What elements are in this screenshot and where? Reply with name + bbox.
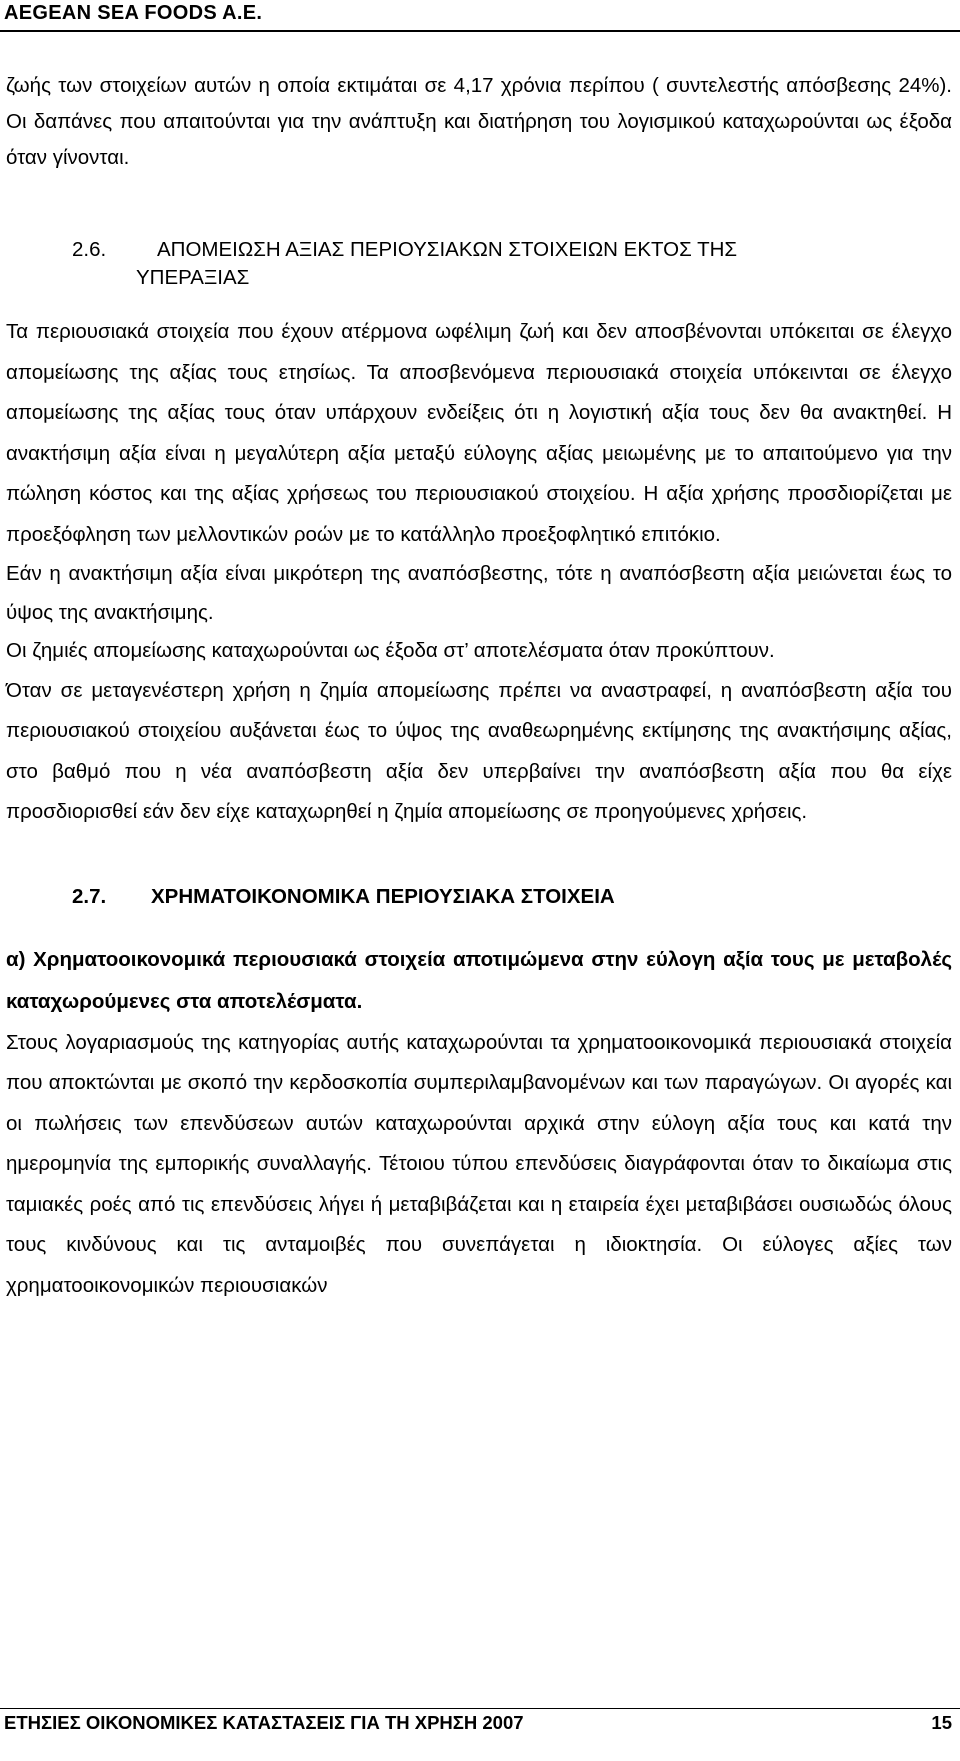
section-2-6-paragraph-1: Τα περιουσιακά στοιχεία που έχουν ατέρμονα ωφέλιμη ζωή και δεν αποσβένονται υπόκειται σε έλεγχο απομείωσης της αξίας τους ετησίως. Τα αποσβενόμενα περιουσιακά στοιχεία υπόκεινται σε έλεγχο απομείωσης της αξίας τους όταν υπάρχουν ενδείξεις ότι η λογιστική αξία τους δεν θα ανακτηθεί. Η ανακτήσιμη αξία είναι η μεγαλύτερη αξία μεταξύ εύλογης αξίας μειωμένης με το απαιτούμενο για την πώληση κόστος και της αξίας χρήσεως του περιουσιακού στοιχείου. Η αξία χρήσης προσδιορίζεται με προεξόφληση των μελλοντικών ροών με το κατάλληλο προεξοφλητικό επιτόκιο.	[6, 320, 952, 546]
intro-paragraph: ζωής των στοιχείων αυτών η οποία εκτιμάται σε 4,17 χρόνια περίπου ( συντελεστής απόσβεσης 24%). Οι δαπάνες που απαιτούνται για την ανάπτυξη και διατήρηση του λογισμικού καταχωρούνται ως έξοδα όταν γίνονται.	[6, 74, 952, 169]
section-2-6-title	[136, 236, 737, 292]
section-2-6-title-line1: ΑΠΟΜΕΙΩΣΗ ΑΞΙΑΣ ΠΕΡΙΟΥΣΙΑΚΩΝ ΣΤΟΙΧΕΙΩΝ ΕΚΤΟΣ ΤΗΣ	[157, 238, 738, 261]
section-2-7-number: 2.7.	[72, 884, 107, 908]
footer-title: ΕΤΗΣΙΕΣ ΟΙΚΟΝΟΜΙΚΕΣ ΚΑΤΑΣΤΑΣΕΙΣ ΓΙΑ ΤΗ ΧΡΗΣΗ 2007	[4, 1712, 524, 1733]
section-2-7-subheading: α) Χρηματοοικονομικά περιουσιακά στοιχεία αποτιμώμενα στην εύλογη αξία τους με μεταβολές καταχωρούμενες στα αποτελέσματα.	[6, 947, 952, 1013]
section-2-6-title-line2: ΥΠΕΡΑΞΙΑΣ	[136, 266, 250, 289]
footer-rule	[0, 1708, 960, 1709]
section-2-6-paragraph-2: Εάν η ανακτήσιμη αξία είναι μικρότερη της αναπόσβεστης, τότε η αναπόσβεστη αξία μειώνεται έως το ύψος της ανακτήσιμης.	[6, 562, 952, 624]
document-header-company: AEGEAN SEA FOODS A.E.	[4, 2, 263, 24]
section-2-6-paragraph-3: Οι ζημιές απομείωσης καταχωρούνται ως έξοδα στ’ αποτελέσματα όταν προκύπτουν.	[6, 639, 775, 662]
page-number: 15	[931, 1712, 952, 1733]
header-rule	[0, 30, 960, 32]
section-2-7-heading	[6, 883, 952, 911]
section-2-6-paragraph-4: Όταν σε μεταγενέστερη χρήση η ζημία απομείωσης πρέπει να αναστραφεί, η αναπόσβεστη αξία του περιουσιακού στοιχείου αυξάνεται έως το ύψος της αναθεωρημένης εκτίμησης της ανακτήσιμης αξίας, στο βαθμό που η νέα αναπόσβεστη αξία δεν υπερβαίνει την αναπόσβεστη αξία που θα είχε προσδιορισθεί εάν δεν είχε καταχωρηθεί η ζημία απομείωσης σε προηγούμενες χρήσεις.	[6, 678, 952, 823]
section-2-7-title: ΧΡΗΜΑΤΟΙΚΟΝΟΜΙΚΑ ΠΕΡΙΟΥΣΙΑΚΑ ΣΤΟΙΧΕΙΑ	[151, 884, 615, 908]
section-2-6-heading	[6, 236, 952, 292]
page-body	[6, 68, 952, 1306]
section-2-7-paragraph-1: Στους λογαριασμούς της κατηγορίας αυτής καταχωρούνται τα χρηματοοικονομικά περιουσιακά στοιχεία που αποκτώνται με σκοπό την κερδοσκοπία συμπεριλαμβανομένων και των παραγώγων. Οι αγορές και οι πωλήσεις των επενδύσεων αυτών καταχωρούνται αρχικά στην εύλογη αξία τους και κατά την ημερομηνία της εμπορικής συναλλαγής. Τέτοιου τύπου επενδύσεις διαγράφονται όταν το δικαίωμα στις ταμιακές ροές από τις επενδύσεις λήγει ή μεταβιβάζεται και η εταιρεία έχει μεταβιβάσει ουσιωδώς όλους τους κινδύνους και τις ανταμοιβές που συνεπάγεται η ιδιοκτησία. Οι εύλογες αξίες των χρηματοοικονομικών περιουσιακών	[6, 1030, 952, 1297]
section-2-6-number: 2.6.	[72, 238, 107, 261]
document-footer	[4, 1712, 952, 1734]
